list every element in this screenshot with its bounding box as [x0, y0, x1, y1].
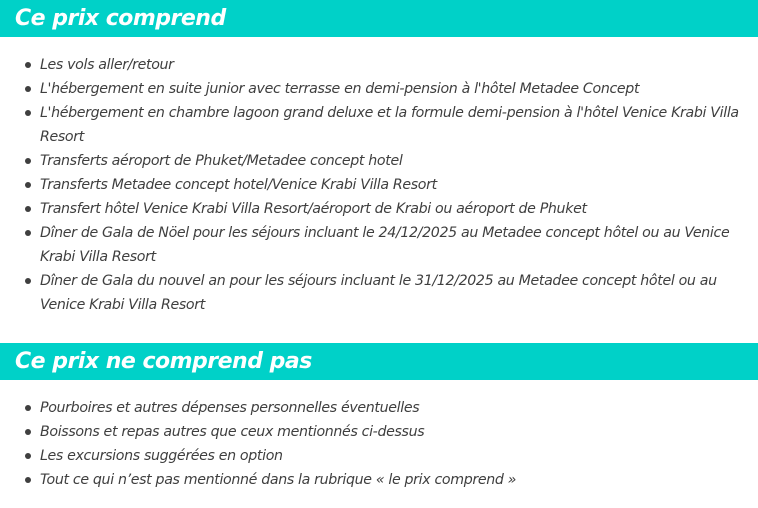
section-title-excludes: Ce prix ne comprend pas [0, 343, 758, 380]
list-item [0, 77, 758, 101]
list-item-text: Dîner de Gala du nouvel an pour les séjours incluant le 31/12/2025 au Metadee concept hôtel ou au Venice Krabi Villa Resort [40, 273, 717, 313]
list-item [0, 101, 758, 149]
section-title-includes: Ce prix comprend [0, 0, 758, 37]
bullet-icon [25, 62, 31, 68]
bullet-icon [25, 158, 31, 164]
list-item [0, 396, 758, 420]
list-item-text: L'hébergement en chambre lagoon grand deluxe et la formule demi-pension à l'hôtel Venice Krabi Villa Resort [40, 105, 739, 145]
list-item-text: Transfert hôtel Venice Krabi Villa Resort/aéroport de Krabi ou aéroport de Phuket [40, 201, 587, 217]
list-item [0, 173, 758, 197]
list-item [0, 149, 758, 173]
list-item [0, 197, 758, 221]
bullet-icon [25, 453, 31, 459]
list-item-text: Boissons et repas autres que ceux mentionnés ci-dessus [40, 424, 425, 440]
bullet-icon [25, 206, 31, 212]
bullet-icon [25, 230, 31, 236]
list-item [0, 468, 758, 492]
list-item-text: Les excursions suggérées en option [40, 448, 283, 464]
list-item [0, 53, 758, 77]
list-item [0, 269, 758, 317]
list-item-text: Transferts Metadee concept hotel/Venice Krabi Villa Resort [40, 177, 437, 193]
list-item-text: Tout ce qui n’est pas mentionné dans la rubrique « le prix comprend » [40, 472, 517, 488]
bullet-icon [25, 429, 31, 435]
list-item-text: Pourboires et autres dépenses personnelles éventuelles [40, 400, 420, 416]
includes-list [0, 37, 758, 317]
bullet-icon [25, 477, 31, 483]
bullet-icon [25, 86, 31, 92]
list-item [0, 221, 758, 269]
list-item [0, 444, 758, 468]
excludes-list [0, 380, 758, 492]
list-item-text: L'hébergement en suite junior avec terrasse en demi-pension à l'hôtel Metadee Concept [40, 81, 640, 97]
bullet-icon [25, 405, 31, 411]
bullet-icon [25, 110, 31, 116]
price-excludes-section [0, 343, 758, 492]
list-item-text: Transferts aéroport de Phuket/Metadee concept hotel [40, 153, 403, 169]
list-item [0, 420, 758, 444]
list-item-text: Dîner de Gala de Nöel pour les séjours incluant le 24/12/2025 au Metadee concept hôtel ou au Venice Krabi Villa Resort [40, 225, 730, 265]
bullet-icon [25, 182, 31, 188]
list-item-text: Les vols aller/retour [40, 57, 174, 73]
bullet-icon [25, 278, 31, 284]
